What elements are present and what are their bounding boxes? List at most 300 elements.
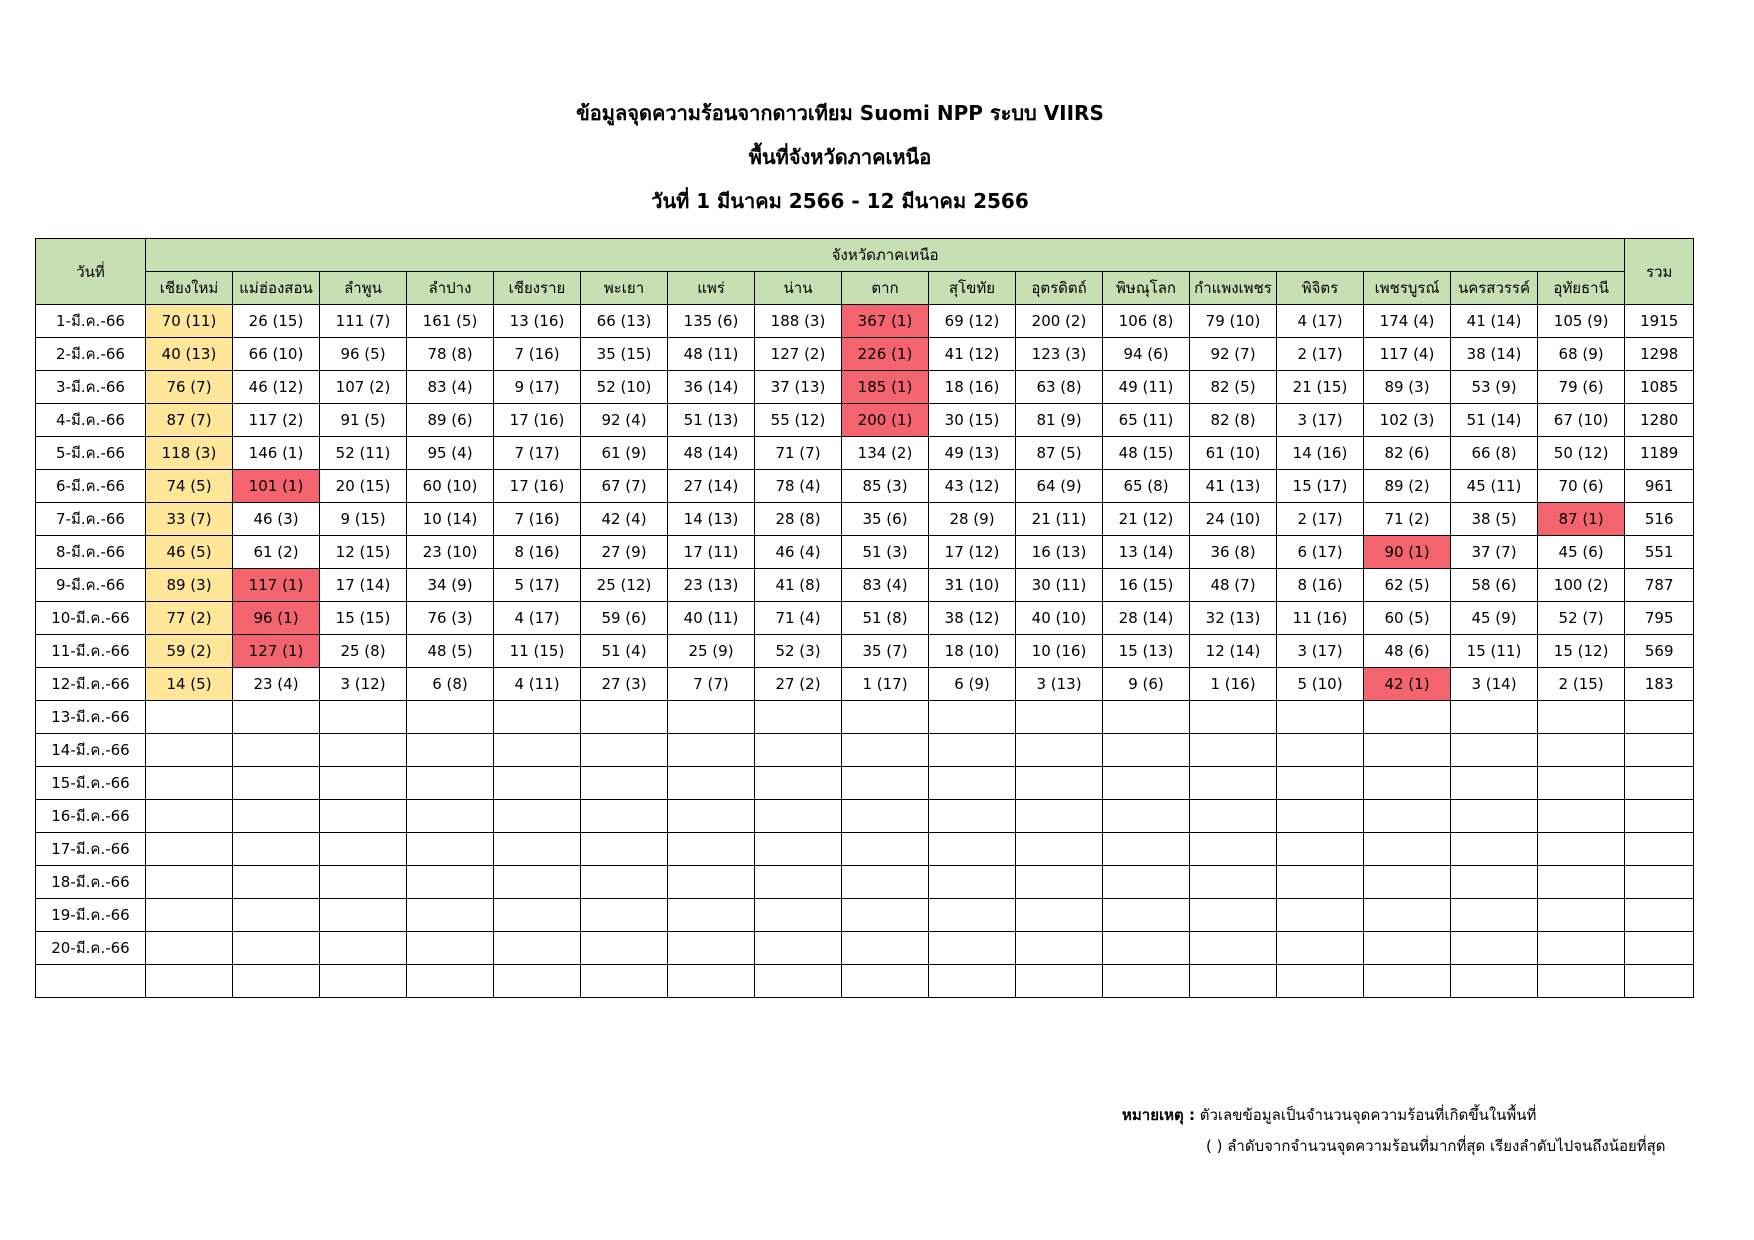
- hotspot-cell: [842, 866, 929, 899]
- hotspot-cell: [1103, 833, 1190, 866]
- hotspot-cell: [146, 866, 233, 899]
- hotspot-cell: 1 (17): [842, 668, 929, 701]
- hotspot-cell: 89 (2): [1364, 470, 1451, 503]
- hotspot-cell: [1451, 833, 1538, 866]
- hotspot-cell: 12 (14): [1190, 635, 1277, 668]
- hotspot-cell: [407, 800, 494, 833]
- hotspot-cell: 4 (17): [1277, 305, 1364, 338]
- table-row: [36, 404, 1694, 437]
- hotspot-cell: 102 (3): [1364, 404, 1451, 437]
- hotspot-cell: 45 (9): [1451, 602, 1538, 635]
- hotspot-cell: [1190, 767, 1277, 800]
- hotspot-cell: 87 (1): [1538, 503, 1625, 536]
- total-cell: [1625, 701, 1694, 734]
- hotspot-cell: 3 (17): [1277, 635, 1364, 668]
- hotspot-cell: 117 (1): [233, 569, 320, 602]
- total-cell: [1625, 734, 1694, 767]
- hotspot-cell: 27 (2): [755, 668, 842, 701]
- hotspot-cell: 28 (14): [1103, 602, 1190, 635]
- table-row: [36, 437, 1694, 470]
- hotspot-cell: 17 (14): [320, 569, 407, 602]
- hotspot-cell: 78 (8): [407, 338, 494, 371]
- hotspot-cell: 38 (5): [1451, 503, 1538, 536]
- hotspot-cell: 23 (10): [407, 536, 494, 569]
- hotspot-cell: [1016, 866, 1103, 899]
- hotspot-cell: 95 (4): [407, 437, 494, 470]
- total-column-header: รวม: [1625, 239, 1694, 305]
- hotspot-cell: [407, 899, 494, 932]
- hotspot-cell: [1103, 899, 1190, 932]
- hotspot-cell: 2 (15): [1538, 668, 1625, 701]
- hotspot-cell: [494, 734, 581, 767]
- hotspot-cell: 81 (9): [1016, 404, 1103, 437]
- hotspot-cell: 27 (3): [581, 668, 668, 701]
- table-row: [36, 833, 1694, 866]
- hotspot-cell: 89 (3): [1364, 371, 1451, 404]
- hotspot-cell: 48 (11): [668, 338, 755, 371]
- hotspot-cell: [1016, 800, 1103, 833]
- hotspot-cell: 83 (4): [407, 371, 494, 404]
- hotspot-cell: [842, 899, 929, 932]
- region-header: จังหวัดภาคเหนือ: [146, 239, 1625, 272]
- hotspot-cell: 17 (11): [668, 536, 755, 569]
- hotspot-cell: 46 (5): [146, 536, 233, 569]
- hotspot-cell: 127 (2): [755, 338, 842, 371]
- hotspot-cell: [1538, 734, 1625, 767]
- date-cell: 15-มี.ค.-66: [36, 767, 146, 800]
- hotspot-cell: 28 (9): [929, 503, 1016, 536]
- hotspot-cell: [494, 767, 581, 800]
- hotspot-cell: 106 (8): [1103, 305, 1190, 338]
- total-cell: 961: [1625, 470, 1694, 503]
- date-cell: 9-มี.ค.-66: [36, 569, 146, 602]
- hotspot-cell: 21 (11): [1016, 503, 1103, 536]
- hotspot-cell: 200 (1): [842, 404, 929, 437]
- hotspot-cell: [407, 767, 494, 800]
- hotspot-cell: [233, 932, 320, 965]
- hotspot-cell: 87 (5): [1016, 437, 1103, 470]
- total-cell: 1085: [1625, 371, 1694, 404]
- hotspot-cell: [668, 800, 755, 833]
- hotspot-cell: 77 (2): [146, 602, 233, 635]
- total-cell: 1915: [1625, 305, 1694, 338]
- hotspot-cell: 107 (2): [320, 371, 407, 404]
- hotspot-cell: [1451, 701, 1538, 734]
- table-row: [36, 635, 1694, 668]
- hotspot-cell: 52 (11): [320, 437, 407, 470]
- hotspot-cell: 6 (9): [929, 668, 1016, 701]
- hotspot-cell: [320, 767, 407, 800]
- hotspot-cell: [1190, 899, 1277, 932]
- hotspot-cell: [146, 800, 233, 833]
- hotspot-cell: [755, 932, 842, 965]
- hotspot-cell: 59 (2): [146, 635, 233, 668]
- hotspot-cell: [842, 701, 929, 734]
- hotspot-cell: 32 (13): [1190, 602, 1277, 635]
- hotspot-cell: [320, 833, 407, 866]
- hotspot-cell: [233, 899, 320, 932]
- hotspot-cell: 71 (2): [1364, 503, 1451, 536]
- hotspot-cell: [581, 701, 668, 734]
- hotspot-cell: [146, 932, 233, 965]
- hotspot-cell: [320, 800, 407, 833]
- province-header: นครสวรรค์: [1451, 272, 1538, 305]
- province-header: แพร่: [668, 272, 755, 305]
- hotspot-cell: 51 (4): [581, 635, 668, 668]
- header-row-top: [36, 239, 1694, 272]
- hotspot-cell: [581, 833, 668, 866]
- hotspot-cell: 83 (4): [842, 569, 929, 602]
- hotspot-cell: 59 (6): [581, 602, 668, 635]
- hotspot-cell: [929, 767, 1016, 800]
- hotspot-cell: 28 (8): [755, 503, 842, 536]
- hotspot-cell: [581, 767, 668, 800]
- hotspot-cell: 15 (17): [1277, 470, 1364, 503]
- hotspot-cell: 7 (16): [494, 503, 581, 536]
- hotspot-cell: 9 (6): [1103, 668, 1190, 701]
- hotspot-cell: [1016, 734, 1103, 767]
- hotspot-cell: [1103, 965, 1190, 998]
- hotspot-cell: [929, 833, 1016, 866]
- hotspot-cell: 24 (10): [1190, 503, 1277, 536]
- hotspot-cell: 26 (15): [233, 305, 320, 338]
- date-cell: 11-มี.ค.-66: [36, 635, 146, 668]
- hotspot-cell: 66 (8): [1451, 437, 1538, 470]
- hotspot-cell: [1016, 899, 1103, 932]
- hotspot-cell: [1103, 800, 1190, 833]
- table-row: [36, 503, 1694, 536]
- hotspot-cell: 15 (12): [1538, 635, 1625, 668]
- table-row: [36, 767, 1694, 800]
- hotspot-cell: [668, 767, 755, 800]
- date-cell: 10-มี.ค.-66: [36, 602, 146, 635]
- hotspot-cell: [1451, 965, 1538, 998]
- hotspot-cell: [581, 899, 668, 932]
- hotspot-cell: 36 (14): [668, 371, 755, 404]
- hotspot-cell: 15 (11): [1451, 635, 1538, 668]
- hotspot-cell: [755, 833, 842, 866]
- hotspot-cell: [146, 734, 233, 767]
- hotspot-cell: 89 (6): [407, 404, 494, 437]
- table-row: [36, 899, 1694, 932]
- hotspot-cell: 85 (3): [842, 470, 929, 503]
- date-cell: 3-มี.ค.-66: [36, 371, 146, 404]
- hotspot-cell: 45 (6): [1538, 536, 1625, 569]
- date-cell: 12-มี.ค.-66: [36, 668, 146, 701]
- notes: [1122, 1100, 1666, 1162]
- hotspot-cell: 135 (6): [668, 305, 755, 338]
- hotspot-cell: [1451, 767, 1538, 800]
- hotspot-cell: [233, 866, 320, 899]
- total-cell: 183: [1625, 668, 1694, 701]
- date-cell: 4-มี.ค.-66: [36, 404, 146, 437]
- hotspot-cell: 35 (6): [842, 503, 929, 536]
- total-cell: [1625, 899, 1694, 932]
- hotspot-cell: 101 (1): [233, 470, 320, 503]
- hotspot-cell: 38 (12): [929, 602, 1016, 635]
- table-row: [36, 734, 1694, 767]
- hotspot-cell: 66 (10): [233, 338, 320, 371]
- hotspot-cell: 41 (12): [929, 338, 1016, 371]
- hotspot-cell: 8 (16): [1277, 569, 1364, 602]
- hotspot-cell: 33 (7): [146, 503, 233, 536]
- hotspot-cell: [755, 866, 842, 899]
- hotspot-cell: 67 (10): [1538, 404, 1625, 437]
- hotspot-cell: 8 (16): [494, 536, 581, 569]
- hotspot-cell: 70 (11): [146, 305, 233, 338]
- hotspot-cell: 89 (3): [146, 569, 233, 602]
- hotspot-cell: 11 (15): [494, 635, 581, 668]
- province-header: พิจิตร: [1277, 272, 1364, 305]
- hotspot-cell: 69 (12): [929, 305, 1016, 338]
- hotspot-cell: 25 (12): [581, 569, 668, 602]
- hotspot-cell: [1277, 965, 1364, 998]
- hotspot-cell: [1277, 899, 1364, 932]
- report-title: ข้อมูลจุดความร้อนจากดาวเทียม Suomi NPP ระบบ VIIRS: [576, 101, 1104, 125]
- hotspot-cell: [668, 965, 755, 998]
- hotspot-cell: [929, 899, 1016, 932]
- date-cell: 16-มี.ค.-66: [36, 800, 146, 833]
- hotspot-cell: 38 (14): [1451, 338, 1538, 371]
- hotspot-cell: 13 (16): [494, 305, 581, 338]
- hotspot-cell: [1190, 701, 1277, 734]
- hotspot-cell: 40 (13): [146, 338, 233, 371]
- date-cell: 18-มี.ค.-66: [36, 866, 146, 899]
- hotspot-cell: [494, 800, 581, 833]
- hotspot-cell: [1538, 899, 1625, 932]
- hotspot-cell: 42 (1): [1364, 668, 1451, 701]
- hotspot-cell: 30 (11): [1016, 569, 1103, 602]
- hotspot-cell: 40 (10): [1016, 602, 1103, 635]
- hotspot-cell: [1364, 734, 1451, 767]
- hotspot-cell: [842, 734, 929, 767]
- province-header: กำแพงเพชร: [1190, 272, 1277, 305]
- report-date-range: วันที่ 1 มีนาคม 2566 - 12 มีนาคม 2566: [651, 189, 1029, 213]
- hotspot-cell: 60 (10): [407, 470, 494, 503]
- total-cell: 551: [1625, 536, 1694, 569]
- hotspot-cell: [929, 965, 1016, 998]
- hotspot-cell: 25 (8): [320, 635, 407, 668]
- province-header: แม่ฮ่องสอน: [233, 272, 320, 305]
- hotspot-cell: [842, 965, 929, 998]
- hotspot-cell: 15 (15): [320, 602, 407, 635]
- hotspot-cell: 36 (8): [1190, 536, 1277, 569]
- hotspot-cell: [581, 965, 668, 998]
- province-header: พิษณุโลก: [1103, 272, 1190, 305]
- hotspot-cell: 3 (14): [1451, 668, 1538, 701]
- hotspot-cell: [1364, 767, 1451, 800]
- total-cell: 1189: [1625, 437, 1694, 470]
- table-row: [36, 800, 1694, 833]
- hotspot-cell: [668, 899, 755, 932]
- hotspot-cell: 174 (4): [1364, 305, 1451, 338]
- hotspot-cell: 117 (4): [1364, 338, 1451, 371]
- date-cell: 19-มี.ค.-66: [36, 899, 146, 932]
- hotspot-cell: 48 (7): [1190, 569, 1277, 602]
- hotspot-cell: [581, 800, 668, 833]
- total-cell: 1298: [1625, 338, 1694, 371]
- province-header: ลำปาง: [407, 272, 494, 305]
- hotspot-cell: [1103, 767, 1190, 800]
- hotspot-cell: 16 (15): [1103, 569, 1190, 602]
- hotspot-cell: 2 (17): [1277, 503, 1364, 536]
- hotspot-cell: 92 (7): [1190, 338, 1277, 371]
- hotspot-cell: 35 (15): [581, 338, 668, 371]
- date-cell: 7-มี.ค.-66: [36, 503, 146, 536]
- hotspot-cell: 37 (13): [755, 371, 842, 404]
- hotspot-cell: 111 (7): [320, 305, 407, 338]
- date-cell: 6-มี.ค.-66: [36, 470, 146, 503]
- hotspot-cell: 90 (1): [1364, 536, 1451, 569]
- total-cell: [1625, 767, 1694, 800]
- hotspot-cell: 21 (15): [1277, 371, 1364, 404]
- hotspot-cell: [407, 932, 494, 965]
- province-header: พะเยา: [581, 272, 668, 305]
- date-cell: 14-มี.ค.-66: [36, 734, 146, 767]
- hotspot-cell: [494, 701, 581, 734]
- hotspot-cell: 43 (12): [929, 470, 1016, 503]
- hotspot-cell: 3 (12): [320, 668, 407, 701]
- hotspot-cell: [755, 767, 842, 800]
- hotspot-cell: 53 (9): [1451, 371, 1538, 404]
- hotspot-cell: [755, 734, 842, 767]
- hotspot-cell: [146, 965, 233, 998]
- hotspot-cell: 2 (17): [1277, 338, 1364, 371]
- hotspot-cell: 9 (17): [494, 371, 581, 404]
- hotspot-cell: [407, 701, 494, 734]
- hotspot-cell: 82 (5): [1190, 371, 1277, 404]
- hotspot-cell: 96 (5): [320, 338, 407, 371]
- hotspot-cell: 20 (15): [320, 470, 407, 503]
- hotspot-cell: 7 (17): [494, 437, 581, 470]
- hotspot-cell: 27 (14): [668, 470, 755, 503]
- hotspot-cell: 50 (12): [1538, 437, 1625, 470]
- hotspot-cell: [494, 899, 581, 932]
- hotspot-cell: [755, 899, 842, 932]
- table-row: [36, 932, 1694, 965]
- hotspot-cell: [407, 833, 494, 866]
- hotspot-cell: 14 (13): [668, 503, 755, 536]
- hotspot-cell: 51 (8): [842, 602, 929, 635]
- hotspot-cell: 31 (10): [929, 569, 1016, 602]
- hotspot-cell: [668, 866, 755, 899]
- hotspot-cell: [1538, 767, 1625, 800]
- hotspot-cell: [407, 866, 494, 899]
- hotspot-cell: [668, 701, 755, 734]
- hotspot-cell: [1016, 767, 1103, 800]
- note-row-2: [1122, 1131, 1666, 1162]
- hotspot-cell: 12 (15): [320, 536, 407, 569]
- hotspot-cell: [146, 833, 233, 866]
- hotspot-cell: 30 (15): [929, 404, 1016, 437]
- hotspot-cell: 25 (9): [668, 635, 755, 668]
- hotspot-cell: [1538, 800, 1625, 833]
- total-cell: [1625, 833, 1694, 866]
- hotspot-cell: 40 (11): [668, 602, 755, 635]
- table-row: [36, 305, 1694, 338]
- hotspot-cell: [1016, 932, 1103, 965]
- hotspot-cell: [1016, 833, 1103, 866]
- hotspot-cell: 61 (9): [581, 437, 668, 470]
- hotspot-cell: [842, 932, 929, 965]
- hotspot-cell: 4 (11): [494, 668, 581, 701]
- hotspot-cell: 52 (10): [581, 371, 668, 404]
- hotspot-cell: 123 (3): [1016, 338, 1103, 371]
- hotspot-cell: 79 (10): [1190, 305, 1277, 338]
- hotspot-cell: [755, 800, 842, 833]
- hotspot-cell: 51 (13): [668, 404, 755, 437]
- province-header: อุตรดิตถ์: [1016, 272, 1103, 305]
- hotspot-cell: 49 (11): [1103, 371, 1190, 404]
- hotspot-cell: [1190, 866, 1277, 899]
- table-row: [36, 602, 1694, 635]
- hotspot-cell: 48 (5): [407, 635, 494, 668]
- hotspot-cell: 5 (10): [1277, 668, 1364, 701]
- hotspot-cell: 23 (13): [668, 569, 755, 602]
- table-row: [36, 569, 1694, 602]
- report-titles: [0, 96, 1680, 228]
- hotspot-cell: 46 (3): [233, 503, 320, 536]
- hotspot-cell: 48 (14): [668, 437, 755, 470]
- hotspot-cell: [1451, 866, 1538, 899]
- hotspot-cell: [842, 767, 929, 800]
- hotspot-cell: [1277, 866, 1364, 899]
- table-row: [36, 701, 1694, 734]
- hotspot-cell: 65 (11): [1103, 404, 1190, 437]
- hotspot-cell: 18 (10): [929, 635, 1016, 668]
- date-cell: 17-มี.ค.-66: [36, 833, 146, 866]
- total-cell: [1625, 965, 1694, 998]
- table-row: [36, 536, 1694, 569]
- hotspot-cell: [1277, 833, 1364, 866]
- note-line-2: ( ) ลำดับจากจำนวนจุดความร้อนที่มากที่สุด เรียงลำดับไปจนถึงน้อยที่สุด: [1206, 1137, 1666, 1155]
- total-cell: [1625, 932, 1694, 965]
- hotspot-cell: [1364, 866, 1451, 899]
- hotspot-cell: 21 (12): [1103, 503, 1190, 536]
- hotspot-cell: [1016, 701, 1103, 734]
- hotspot-cell: [320, 734, 407, 767]
- hotspot-cell: 94 (6): [1103, 338, 1190, 371]
- hotspot-cell: 63 (8): [1016, 371, 1103, 404]
- hotspot-cell: [929, 734, 1016, 767]
- hotspot-cell: 41 (14): [1451, 305, 1538, 338]
- total-cell: 569: [1625, 635, 1694, 668]
- hotspot-cell: 35 (7): [842, 635, 929, 668]
- hotspot-cell: 34 (9): [407, 569, 494, 602]
- hotspot-cell: [494, 965, 581, 998]
- hotspot-cell: 65 (8): [1103, 470, 1190, 503]
- hotspot-cell: [233, 833, 320, 866]
- hotspot-cell: [1190, 800, 1277, 833]
- hotspot-cell: 42 (4): [581, 503, 668, 536]
- province-header: ตาก: [842, 272, 929, 305]
- hotspot-cell: 60 (5): [1364, 602, 1451, 635]
- hotspot-cell: [233, 965, 320, 998]
- hotspot-cell: [146, 899, 233, 932]
- hotspot-cell: 71 (7): [755, 437, 842, 470]
- hotspot-cell: [320, 701, 407, 734]
- hotspot-cell: 91 (5): [320, 404, 407, 437]
- hotspot-cell: [929, 701, 1016, 734]
- hotspot-cell: [755, 965, 842, 998]
- hotspot-cell: 55 (12): [755, 404, 842, 437]
- hotspot-cell: 18 (16): [929, 371, 1016, 404]
- hotspot-cell: [1016, 965, 1103, 998]
- hotspot-cell: [1103, 932, 1190, 965]
- hotspot-cell: [494, 833, 581, 866]
- province-header: เชียงใหม่: [146, 272, 233, 305]
- hotspot-cell: 23 (4): [233, 668, 320, 701]
